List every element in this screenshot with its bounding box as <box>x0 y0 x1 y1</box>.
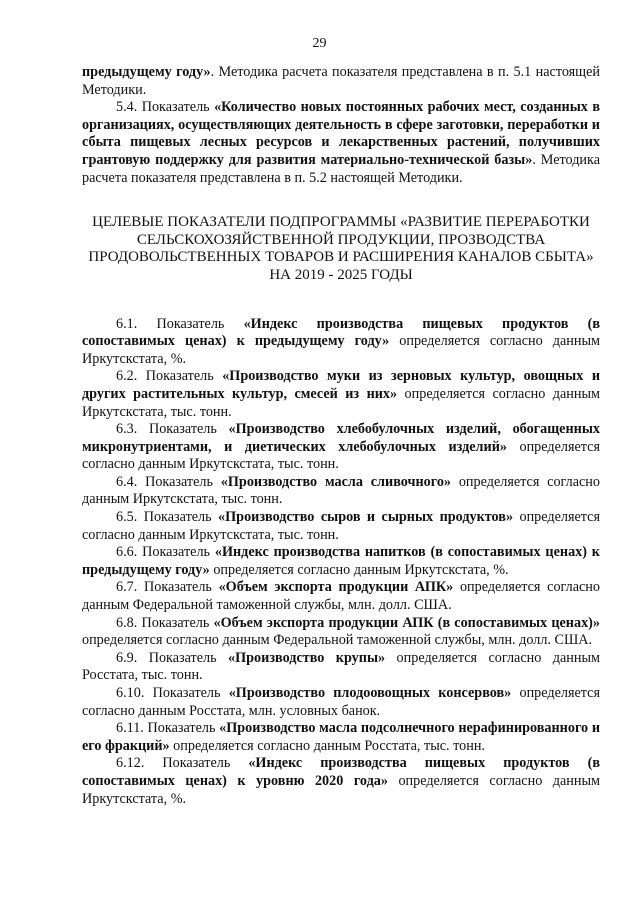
indicator-paragraph-5-4 <box>82 99 600 187</box>
paragraph-number: 6.6. <box>116 544 138 561</box>
paragraph-prefix: Показатель <box>137 368 223 385</box>
paragraph-text: . Методика расчета показателя представлена в п. 5.2 настоящей Методики. <box>82 151 600 186</box>
paragraph-text: определяется согласно данным Иркутскстата, тыс. тонн. <box>82 509 600 543</box>
page-content <box>82 64 600 808</box>
paragraph-number: 6.7. <box>116 579 138 596</box>
indicator-paragraph <box>82 544 600 579</box>
indicator-paragraph <box>82 579 600 614</box>
paragraph-number: 6.10. <box>116 685 145 701</box>
indicator-paragraph <box>82 650 600 685</box>
paragraph-number: 6.8. <box>116 614 138 631</box>
indicator-paragraph <box>82 368 600 421</box>
paragraph-prefix: Показатель <box>137 544 215 561</box>
paragraph-number: 6.3. <box>116 421 138 438</box>
heading-line: ЦЕЛЕВЫЕ ПОКАЗАТЕЛИ ПОДПРОГРАММЫ «РАЗВИТИЕ ПЕРЕРАБОТКИ <box>92 214 590 231</box>
paragraph-prefix: Показатель <box>144 685 229 701</box>
paragraph-prefix: Показатель <box>137 315 244 332</box>
indicator-list <box>82 316 600 809</box>
paragraph-bold-text: «Количество новых постоянных рабочих мест, созданных в организациях, осуществляющих деятельность в сфере заготовки, переработки и сбыта пищевых лесных ресурсов и лекарственных растений, получивших грантовую поддержку для развития материально-технической базы» <box>82 99 600 168</box>
heading-line: ПРОДОВОЛЬСТВЕННЫХ ТОВАРОВ И РАСШИРЕНИЯ КАНАЛОВ СБЫТА» <box>88 249 594 266</box>
paragraph-number: 6.4. <box>116 473 138 490</box>
paragraph-text: определяется согласно данным Федеральной таможенной службы, млн. долл. США. <box>82 632 593 649</box>
indicator-paragraph <box>82 685 600 720</box>
paragraph-bold-text: «Производство масла подсолнечного нерафинированного и его фракций» <box>82 720 600 754</box>
paragraph-number: 6.9. <box>116 649 138 666</box>
paragraph-bold-text: «Объем экспорта продукции АПК» <box>218 579 454 596</box>
paragraph-number: 6.1. <box>116 315 138 332</box>
paragraph-number: 6.5. <box>116 509 138 526</box>
paragraph-prefix: Показатель <box>144 755 249 772</box>
paragraph-text: определяется согласно данным Иркутскстата, %. <box>82 333 600 367</box>
paragraph-text: определяется согласно данным Федеральной таможенной службы, млн. долл. США. <box>82 579 600 614</box>
indicator-paragraph <box>82 509 600 544</box>
paragraph-text: определяется согласно данным Иркутскстата, %. <box>209 561 509 578</box>
paragraph-text: определяется согласно данным Иркутскстата, %. <box>82 772 600 807</box>
paragraph-text: определяется согласно данным Иркутскстата, тыс. тонн. <box>82 438 600 473</box>
paragraph-bold-text: «Индекс производства пищевых продуктов (в сопоставимых ценах) к уровню 2020 года» <box>82 755 600 789</box>
paragraph-text: определяется согласно данным Росстата, тыс. тонн. <box>169 737 485 754</box>
paragraph-bold-text: «Объем экспорта продукции АПК (в сопоставимых ценах)» <box>213 614 600 631</box>
paragraph-text: определяется согласно данным Иркутскстата, тыс. тонн. <box>82 473 600 508</box>
paragraph-prefix: Показатель <box>137 421 229 438</box>
indicator-paragraph <box>82 474 600 509</box>
paragraph-bold-text: предыдущему году» <box>82 64 211 80</box>
paragraph-text: . Методика расчета показателя представлена в п. 5.1 настоящей Методики. <box>82 64 600 98</box>
paragraph-prefix: Показатель <box>143 720 220 737</box>
paragraph-prefix: Показатель <box>137 473 221 490</box>
paragraph-number: 6.2. <box>116 368 138 385</box>
indicator-paragraph <box>82 755 600 808</box>
paragraph-number: 6.12. <box>116 755 145 772</box>
paragraph-prefix: Показатель <box>137 614 214 631</box>
paragraph-prefix: Показатель <box>137 649 229 666</box>
paragraph-bold-text: «Индекс производства напитков (в сопоставимых ценах) к предыдущему году» <box>82 544 600 578</box>
indicator-paragraph <box>82 720 600 755</box>
paragraph-text: определяется согласно данным Иркутскстата, тыс. тонн. <box>82 385 600 420</box>
paragraph-bold-text: «Производство муки из зерновых культур, овощных и других растительных культур, смесей из них» <box>82 368 600 402</box>
page-number: 29 <box>312 36 327 51</box>
paragraph-bold-text: «Производство крупы» <box>228 649 386 666</box>
section-heading <box>82 214 600 284</box>
paragraph-prefix: Показатель <box>137 99 215 116</box>
paragraph-bold-text: «Производство масла сливочного» <box>220 473 452 490</box>
intro-paragraph <box>82 64 600 99</box>
paragraph-bold-text: «Производство сыров и сырных продуктов» <box>218 509 514 526</box>
paragraph-prefix: Показатель <box>137 509 219 526</box>
paragraph-prefix: Показатель <box>137 579 219 596</box>
paragraph-number: 5.4. <box>116 99 138 116</box>
paragraph-text: определяется согласно данным Росстата, тыс. тонн. <box>82 649 600 684</box>
indicator-paragraph <box>82 421 600 474</box>
heading-line: НА 2019 - 2025 ГОДЫ <box>269 266 413 283</box>
heading-line: СЕЛЬСКОХОЗЯЙСТВЕННОЙ ПРОДУКЦИИ, ПРОЗВОДСТВА <box>136 231 546 248</box>
indicator-paragraph <box>82 316 600 369</box>
paragraph-bold-text: «Производство плодоовощных консервов» <box>228 685 512 701</box>
paragraph-bold-text: «Индекс производства пищевых продуктов (в сопоставимых ценах) к предыдущему году» <box>82 315 600 350</box>
indicator-paragraph <box>82 615 600 650</box>
paragraph-text: определяется согласно данным Росстата, млн. условных банок. <box>82 685 600 719</box>
paragraph-bold-text: «Производство хлебобулочных изделий, обогащенных микронутриентами, и диетических хлебобулочных изделий» <box>82 421 600 455</box>
paragraph-number: 6.11. <box>116 720 144 737</box>
